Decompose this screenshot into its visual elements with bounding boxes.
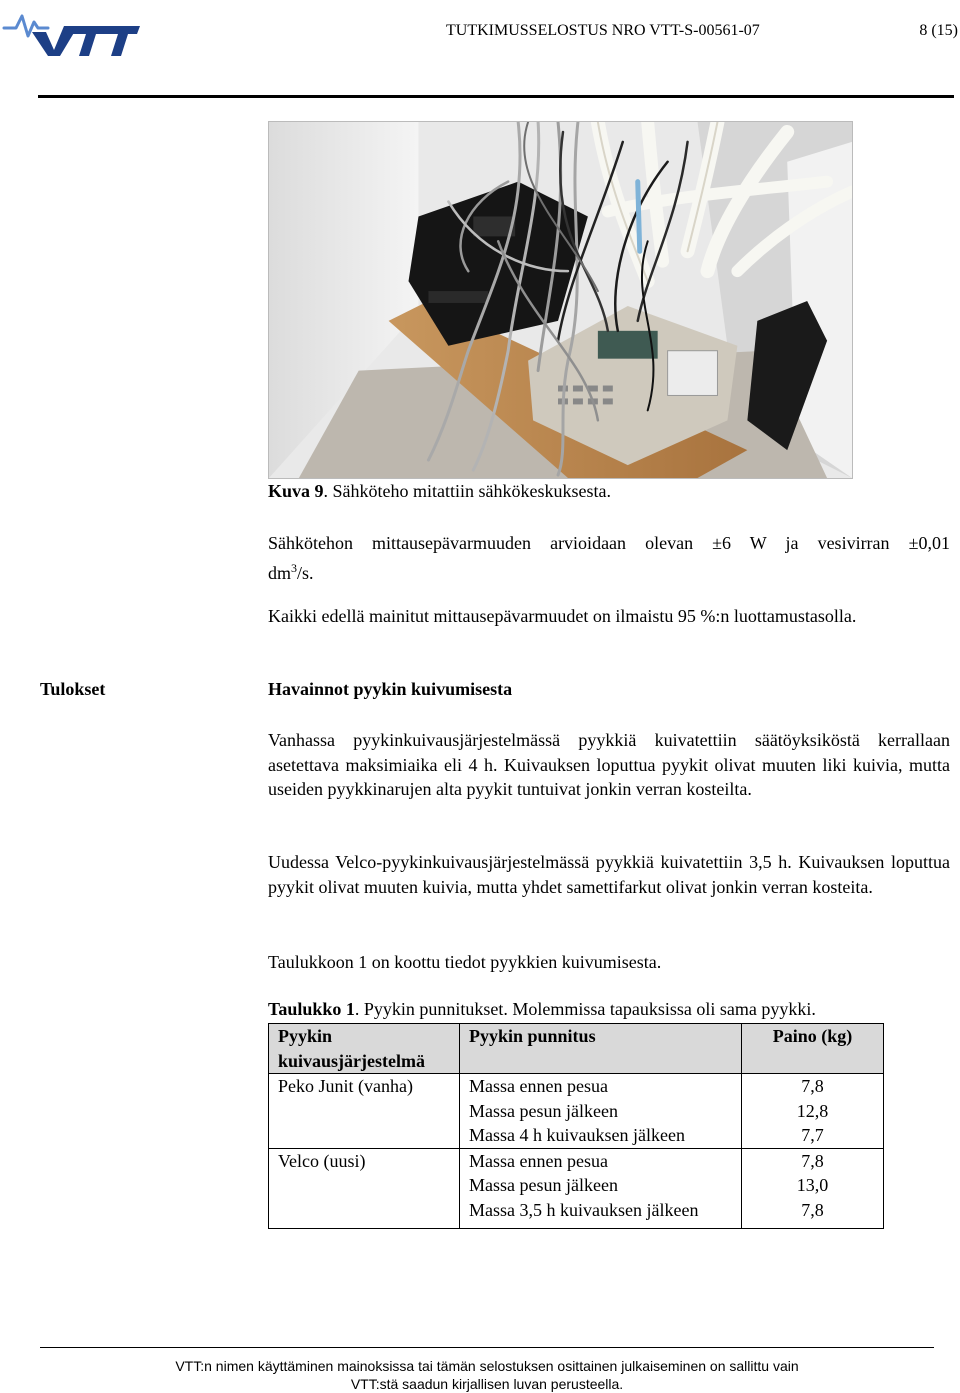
unit-dm: dm <box>268 562 292 583</box>
table-row <box>269 1148 884 1229</box>
paragraph-line <box>268 556 950 586</box>
weighing-table <box>268 1023 884 1229</box>
photo-electrical-panel <box>268 121 853 479</box>
section-heading: Havainnot pyykin kuivumisesta <box>268 679 513 699</box>
header-weighing: Pyykin punnitus <box>460 1024 742 1074</box>
table-caption-label: Taulukko 1 <box>268 999 355 1019</box>
table-header-row <box>269 1024 884 1074</box>
weight-value: 7,8 <box>801 1076 824 1096</box>
figure-caption <box>268 481 611 502</box>
footer-rule <box>40 1347 934 1348</box>
weighing-item: Massa ennen pesua <box>469 1150 608 1171</box>
weighing-item: Massa pesun jälkeen <box>469 1100 618 1121</box>
report-id: TUTKIMUSSELOSTUS NRO VTT-S-00561-07 <box>446 22 760 39</box>
cell-values <box>742 1074 884 1149</box>
weighing-item: Massa pesun jälkeen <box>469 1175 618 1195</box>
vtt-logo <box>2 6 142 58</box>
footer-line: VTT:n nimen käyttäminen mainoksissa tai tämän selostuksen osittainen julkaiseminen on sallittu vain <box>175 1358 799 1374</box>
cell-system: Peko Junit (vanha) <box>269 1074 460 1149</box>
weight-value: 7,8 <box>801 1150 824 1171</box>
header-weight: Paino (kg) <box>742 1024 884 1074</box>
weight-value: 7,8 <box>801 1199 824 1220</box>
paragraph-old-system: Vanhassa pyykinkuivausjärjestelmässä pyykkiä kuivatettiin säätöyksiköstä kerrallaan asetettava maksimiaika eli 4 h. Kuivauksen loputtua pyykit olivat muuten liki kuivia, mutta useiden pyykkinarujen alta pyykit tuntuivat jonkin verran kosteilta. <box>268 730 950 799</box>
unit-exponent: 3 <box>291 560 298 575</box>
paragraph-table-intro: Taulukkoon 1 on koottu tiedot pyykkien kuivumisesta. <box>268 952 662 972</box>
weighing-item: Massa ennen pesua <box>469 1076 608 1096</box>
footer-line: VTT:stä saadun kirjallisen luvan perusteella. <box>350 1376 624 1392</box>
page-number: 8 (15) <box>919 22 958 39</box>
weighing-item: Massa 3,5 h kuivauksen jälkeen <box>469 1199 699 1220</box>
cell-system: Velco (uusi) <box>269 1148 460 1229</box>
side-heading-results: Tulokset <box>40 679 106 699</box>
cell-items <box>460 1148 742 1229</box>
paragraph-confidence: Kaikki edellä mainitut mittausepävarmuudet on ilmaistu 95 %:n luottamustasolla. <box>268 606 857 626</box>
header-system: Pyykin kuivausjärjestelmä <box>269 1024 460 1074</box>
weight-value: 13,0 <box>796 1175 829 1195</box>
paragraph-new-system: Uudessa Velco-pyykinkuivausjärjestelmässä pyykkiä kuivatettiin 3,5 h. Kuivauksen loputtua pyykit olivat muuten kuivia, mutta yhdet samettifarkut olivat jonkin verran kosteita. <box>268 852 950 897</box>
footer-notice <box>40 1357 934 1393</box>
table-row <box>269 1074 884 1149</box>
cell-values <box>742 1148 884 1229</box>
table-caption <box>268 999 950 1020</box>
weighing-item: Massa 4 h kuivauksen jälkeen <box>469 1125 685 1145</box>
header-rule <box>38 95 954 98</box>
figure-caption-text: . Sähköteho mitattiin sähkökeskuksesta. <box>323 481 611 501</box>
table-caption-text: . Pyykin punnitukset. Molemmissa tapauksissa oli sama pyykki. <box>354 999 816 1019</box>
figure-caption-label: Kuva 9 <box>268 481 324 501</box>
unit-suffix: /s. <box>297 562 314 583</box>
paragraph-uncertainty-power <box>268 531 950 585</box>
weight-value: 12,8 <box>796 1100 829 1121</box>
weight-value: 7,7 <box>801 1125 824 1145</box>
cell-items <box>460 1074 742 1149</box>
paragraph-line: Sähkötehon mittausepävarmuuden arvioidaan olevan ±6 W ja vesivirran ±0,01 <box>268 533 950 553</box>
